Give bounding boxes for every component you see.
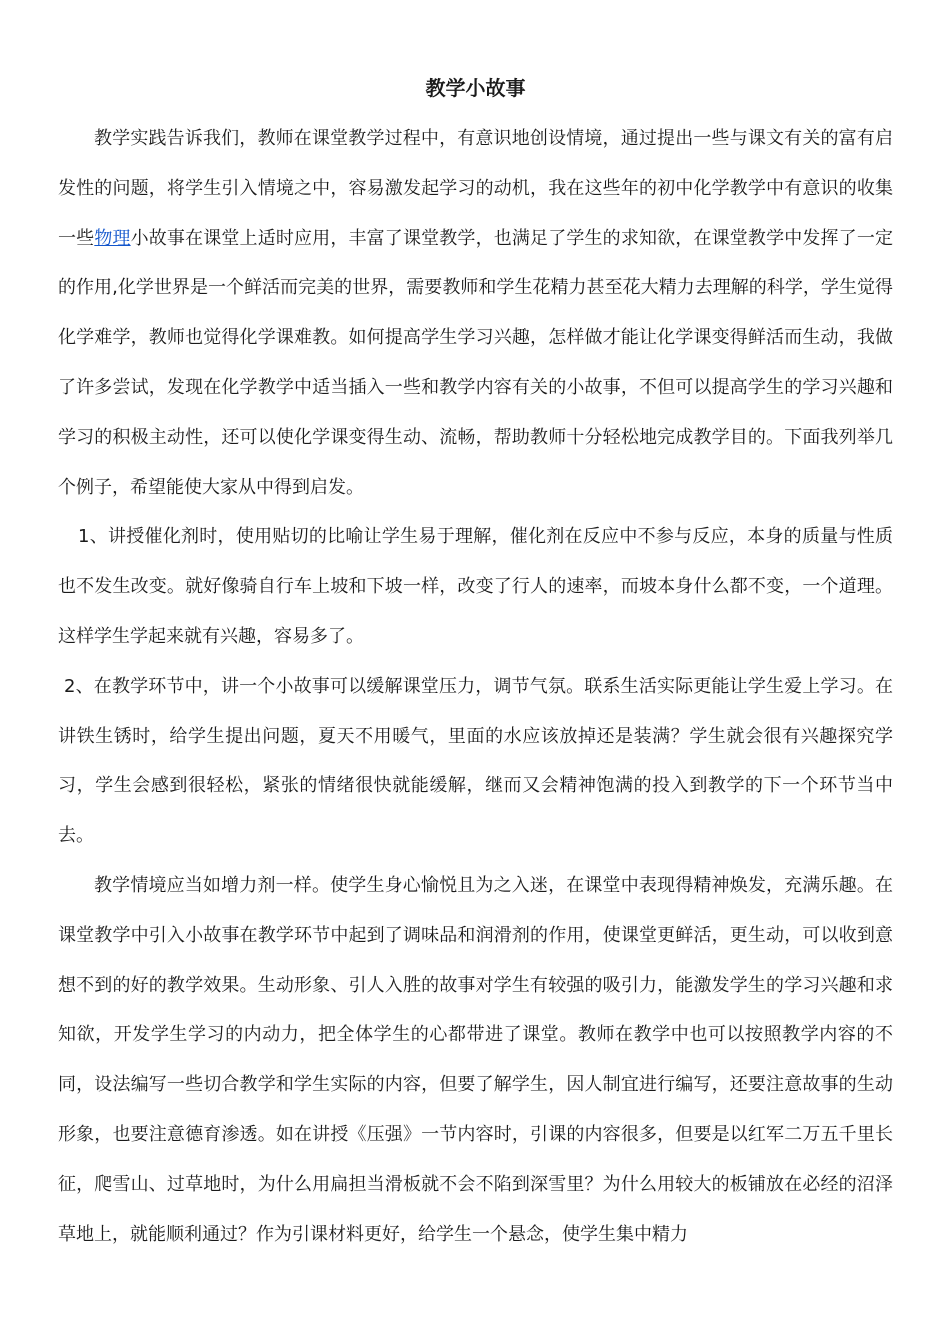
paragraph-example-1: 1、讲授催化剂时，使用贴切的比喻让学生易于理解，催化剂在反应中不参与反应，本身的质量与性质也不发生改变。就好像骑自行车上坡和下坡一样，改变了行人的速率，而坡本身什么都不变，一个道理。这样学生学起来就有兴趣，容易多了。 xyxy=(58,526,893,647)
paragraph-intro-text-before: 教学实践告诉我们，教师在课堂教学过程中，有意识地创设情境，通过提出一些与课文有关的富有启发性的问题，将学生引入情境之中，容易激发起学习的动机，我在这些年的初中化学教学中有意识的收集一些 xyxy=(58,128,893,249)
paragraph-intro-text-after: 小故事在课堂上适时应用，丰富了课堂教学，也满足了学生的求知欲，在课堂教学中发挥了一定的作用,化学世界是一个鲜活而完美的世界，需要教师和学生花精力甚至花大精力去理解的科学，学生觉得化学难学，教师也觉得化学课难教。如何提高学生学习兴趣，怎样做才能让化学课变得鲜活而生动，我做了许多尝试，发现在化学教学中适当插入一些和教学内容有关的小故事，不但可以提高学生的学习兴趣和学习的积极主动性，还可以使化学课变得生动、流畅，帮助教师十分轻松地完成教学目的。下面我列举几个例子，希望能使大家从中得到启发。 xyxy=(58,227,893,498)
document-title: 教学小故事 xyxy=(425,76,526,100)
paragraph-intro xyxy=(58,114,893,512)
physics-link[interactable]: 物理 xyxy=(94,227,131,249)
paragraph-example-2: 2、在教学环节中，讲一个小故事可以缓解课堂压力，调节气氛。联系生活实际更能让学生爱上学习。在讲铁生锈时，给学生提出问题，夏天不用暖气，里面的水应该放掉还是装满？学生就会很有兴趣探究学习，学生会感到很轻松，紧张的情绪很快就能缓解，继而又会精神饱满的投入到教学的下一个环节当中去。 xyxy=(58,675,893,847)
paragraph-conclusion: 教学情境应当如增力剂一样。使学生身心愉悦且为之入迷，在课堂中表现得精神焕发，充满乐趣。在课堂教学中引入小故事在教学环节中起到了调味品和润滑剂的作用，使课堂更鲜活，更生动，可以收到意想不到的好的教学效果。生动形象、引人入胜的故事对学生有较强的吸引力，能激发学生的学习兴趣和求知欲，开发学生学习的内动力，把全体学生的心都带进了课堂。教师在教学中也可以按照教学内容的不同，设法编写一些切合教学和学生实际的内容，但要了解学生，因人制宜进行编写，还要注意故事的生动形象，也要注意德育渗透。如在讲授《压强》一节内容时，引课的内容很多，但要是以红军二万五千里长征，爬雪山、过草地时，为什么用扁担当滑板就不会不陷到深雪里？为什么用较大的板铺放在必经的沼泽草地上，就能顺利通过？作为引课材料更好，给学生一个悬念，使学生集中精力 xyxy=(58,874,893,1245)
